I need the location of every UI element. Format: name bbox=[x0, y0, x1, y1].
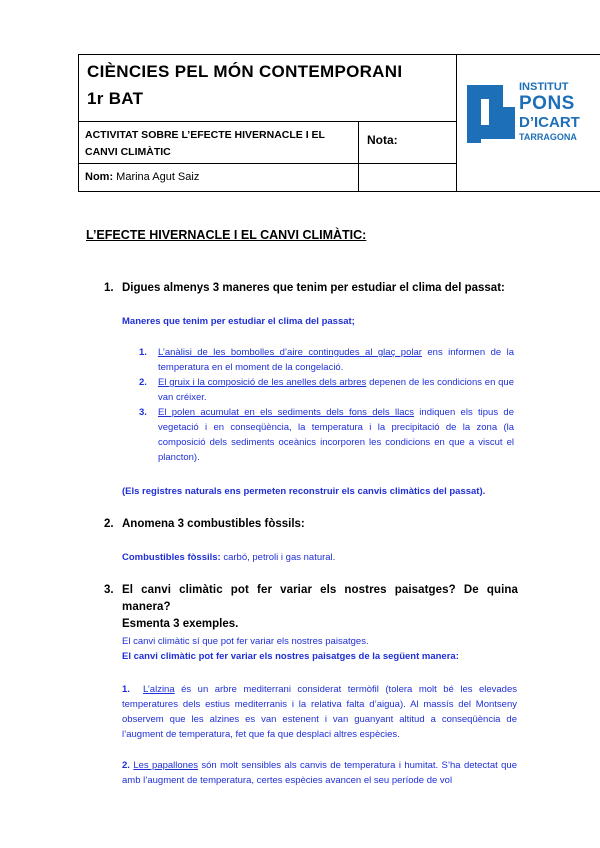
q3-example-2-key: Les papallones bbox=[133, 760, 198, 771]
question-2-answer-value: carbó, petroli i gas natural. bbox=[220, 552, 336, 563]
q3-example-2-rest: són molt sensibles als canvis de temperatura i humitat. S’ha detectat que amb l’augment de temperatura, certes espècies avancen el seu període de vol bbox=[122, 760, 517, 786]
question-3-text-line-1: El canvi climàtic pot fer variar els nostres paisatges? De quina manera? bbox=[122, 584, 518, 613]
question-1-conclusion: (Els registres naturals ens permeten reconstruir els canvis climàtics del passat). bbox=[122, 486, 486, 497]
logo-line-1: INSTITUT bbox=[519, 81, 569, 93]
question-2 bbox=[104, 516, 522, 533]
name-label: Nom: bbox=[85, 171, 114, 183]
grade-label: Nota: bbox=[367, 133, 398, 147]
question-3 bbox=[104, 582, 518, 633]
q1-list-item-2 bbox=[139, 375, 514, 405]
q3-example-2-number: 2. bbox=[122, 760, 130, 771]
header-info-table bbox=[78, 54, 457, 192]
student-name: Marina Agut Saiz bbox=[116, 171, 200, 183]
q1-item-1-rest: ens informen de la temperatura en el moment de la congelació. bbox=[158, 347, 514, 373]
question-2-answer bbox=[122, 550, 512, 565]
name-cell bbox=[79, 164, 359, 191]
q1-item-3-number: 3. bbox=[139, 407, 147, 418]
activity-title: ACTIVITAT SOBRE L’EFECTE HIVERNACLE I EL CANVI CLIMÀTIC bbox=[85, 129, 325, 158]
q1-item-1-key: L’anàlisi de les bombolles d’aire contingudes al glaç polar bbox=[158, 347, 422, 358]
question-3-text-line-2: Esmenta 3 exemples. bbox=[122, 618, 239, 630]
question-3-number: 3. bbox=[104, 584, 114, 596]
course-title: CIÈNCIES PEL MÓN CONTEMPORANI bbox=[87, 62, 403, 81]
grade-cell bbox=[359, 121, 456, 164]
question-1-text: Digues almenys 3 maneres que tenim per estudiar el clima del passat: bbox=[122, 282, 505, 294]
school-logo bbox=[467, 77, 597, 147]
q1-item-1-number: 1. bbox=[139, 347, 147, 358]
question-1 bbox=[104, 280, 522, 297]
q3-example-1-rest: és un arbre mediterrani considerat termòfil (tolera molt bé les elevades temperatures dels estius mediterranis i la relativa falta d’aigua). Al massís del Montseny observem que les alzines es van estenent i van guanyant altitud a conseqüència de l’augment de temperatura, fet que fa que desplaci altres espècies. bbox=[122, 684, 517, 740]
q1-list-item-1 bbox=[139, 345, 514, 375]
logo-line-4: TARRAGONA bbox=[519, 132, 577, 142]
q3-example-1-key: L’alzina bbox=[142, 684, 175, 695]
logo-line-3: D’ICART bbox=[519, 114, 580, 131]
q1-item-3-rest: indiquen els tipus de vegetació i en conseqüència, la temperatura i la precipitació de la zona (la composició dels sediments oceànics incorporen les condicions en que a viscut el plancton). bbox=[158, 407, 514, 463]
logo-cell bbox=[456, 54, 600, 192]
question-3-answer-2: El canvi climàtic pot fer variar els nostres paisatges de la següent manera: bbox=[122, 651, 459, 662]
name-line bbox=[85, 171, 199, 183]
activity-cell bbox=[79, 121, 359, 164]
question-2-text: Anomena 3 combustibles fòssils: bbox=[122, 518, 305, 530]
q3-example-1 bbox=[122, 682, 517, 742]
question-1-number: 1. bbox=[104, 282, 114, 294]
q1-item-2-number: 2. bbox=[139, 377, 147, 388]
q3-example-1-number: 1. bbox=[122, 684, 130, 695]
section-heading: L’EFECTE HIVERNACLE I EL CANVI CLIMÀTIC: bbox=[86, 228, 367, 242]
logo-line-2: PONS bbox=[519, 93, 575, 114]
q1-item-2-rest: depenen de les condicions en que van créixer. bbox=[158, 377, 514, 403]
question-1-intro: Maneres que tenim per estudiar el clima del passat; bbox=[122, 316, 355, 327]
q3-example-2 bbox=[122, 758, 517, 788]
q1-list-item-3 bbox=[139, 405, 514, 465]
school-logo-icon bbox=[467, 77, 515, 147]
course-level: 1r BAT bbox=[87, 89, 144, 108]
question-2-number: 2. bbox=[104, 518, 114, 530]
question-3-answer-1: El canvi climàtic sí que pot fer variar els nostres paisatges. bbox=[122, 636, 369, 647]
course-title-cell bbox=[79, 55, 456, 122]
document-header bbox=[78, 54, 600, 192]
q1-item-2-key: El gruix i la composició de les anelles dels arbres bbox=[158, 377, 367, 388]
question-2-answer-label: Combustibles fòssils: bbox=[122, 552, 221, 563]
q1-item-3-key: El polen acumulat en els sediments dels fons dels llacs bbox=[158, 407, 414, 418]
